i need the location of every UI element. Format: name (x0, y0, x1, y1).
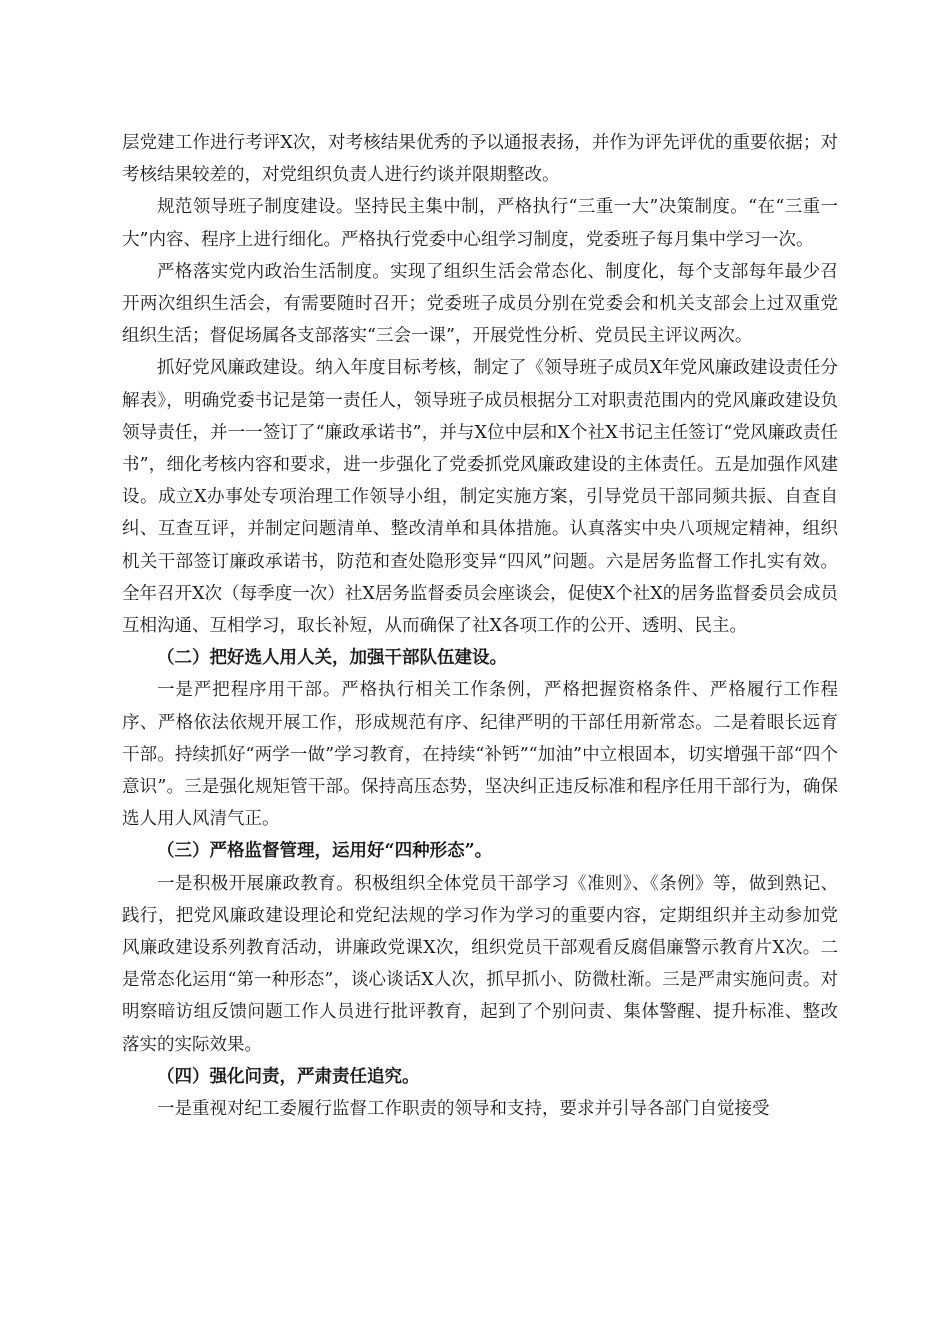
section-heading-4: （四）强化问责，严肃责任追究。 (157, 1066, 420, 1087)
paragraph-cadre-selection: 一是严把程序用干部。严格执行相关工作条例，严格把握资格条件、严格履行工作程序、严格依法依规开展工作，形成规范有序、纪律严明的干部任用新常态。二是着眼长远育干部。持续抓好“两学一做”学习教育，在持续“补钙”“加油”中立根固本，切实增强干部“四个意识”。三是强化规矩管干部。保持高压态势，坚决纠正违反标准和程序任用干部行为，确保选人用人风清气正。 (122, 680, 838, 830)
paragraph-party-life: 严格落实党内政治生活制度。实现了组织生活会常态化、制度化，每个支部每年最少召开两次组织生活会，有需要随时召开；党委班子成员分别在党委会和机关支部会上过双重党组织生活；督促场属各支部落实“三会一课”，开展党性分析、党员民主评议两次。 (122, 261, 838, 347)
paragraph-accountability: 一是重视对纪工委履行监督工作职责的领导和支持，要求并引导各部门自觉接受 (157, 1099, 770, 1120)
paragraph-leadership-system: 规范领导班子制度建设。坚持民主集中制，严格执行“三重一大”决策制度。“在“三重一大”内容、程序上进行细化。严格执行党委中心组学习制度，党委班子每月集中学习一次。 (122, 197, 838, 250)
section-heading-3: （三）严格监督管理，运用好“四种形态”。 (157, 841, 493, 862)
document-page (122, 127, 838, 1125)
section-heading-2: （二）把好选人用人关，加强干部队伍建设。 (157, 648, 507, 669)
paragraph-supervision: 一是积极开展廉政教育。积极组织全体党员干部学习《准则》、《条例》等，做到熟记、践行，把党风廉政建设理论和党纪法规的学习作为学习的重要内容，定期组织并主动参加党风廉政建设系列教育活动，讲廉政党课X次，组织党员干部观看反腐倡廉警示教育片X次。二是常态化运用“第一种形态”，谈心谈话X人次，抓早抓小、防微杜渐。三是严肃实施问责。对明察暗访组反馈问题工作人员进行批评教育，起到了个别问责、集体警醒、提升标准、整改落实的实际效果。 (122, 873, 838, 1055)
paragraph-continuation: 层党建工作进行考评X次，对考核结果优秀的予以通报表扬，并作为评先评优的重要依据；对考核结果较差的，对党组织负责人进行约谈并限期整改。 (122, 133, 838, 186)
paragraph-integrity-building: 抓好党风廉政建设。纳入年度目标考核，制定了《领导班子成员X年党风廉政建设责任分解表》，明确党委书记是第一责任人，领导班子成员根据分工对职责范围内的党风廉政建设负领导责任，并一一签订了“廉政承诺书”，并与X位中层和X个社X书记主任签订“党风廉政责任书”，细化考核内容和要求，进一步强化了党委抓党风廉政建设的主体责任。五是加强作风建设。成立X办事处专项治理工作领导小组，制定实施方案，引导党员干部同频共振、自查自纠、互查互评，并制定问题清单、整改清单和具体措施。认真落实中央八项规定精神，组织机关干部签订廉政承诺书，防范和查处隐形变异“四风”问题。六是居务监督工作扎实有效。全年召开X次（每季度一次）社X居务监督委员会座谈会，促使X个社X的居务监督委员会成员互相沟通、互相学习，取长补短，从而确保了社X各项工作的公开、透明、民主。 (122, 358, 838, 637)
